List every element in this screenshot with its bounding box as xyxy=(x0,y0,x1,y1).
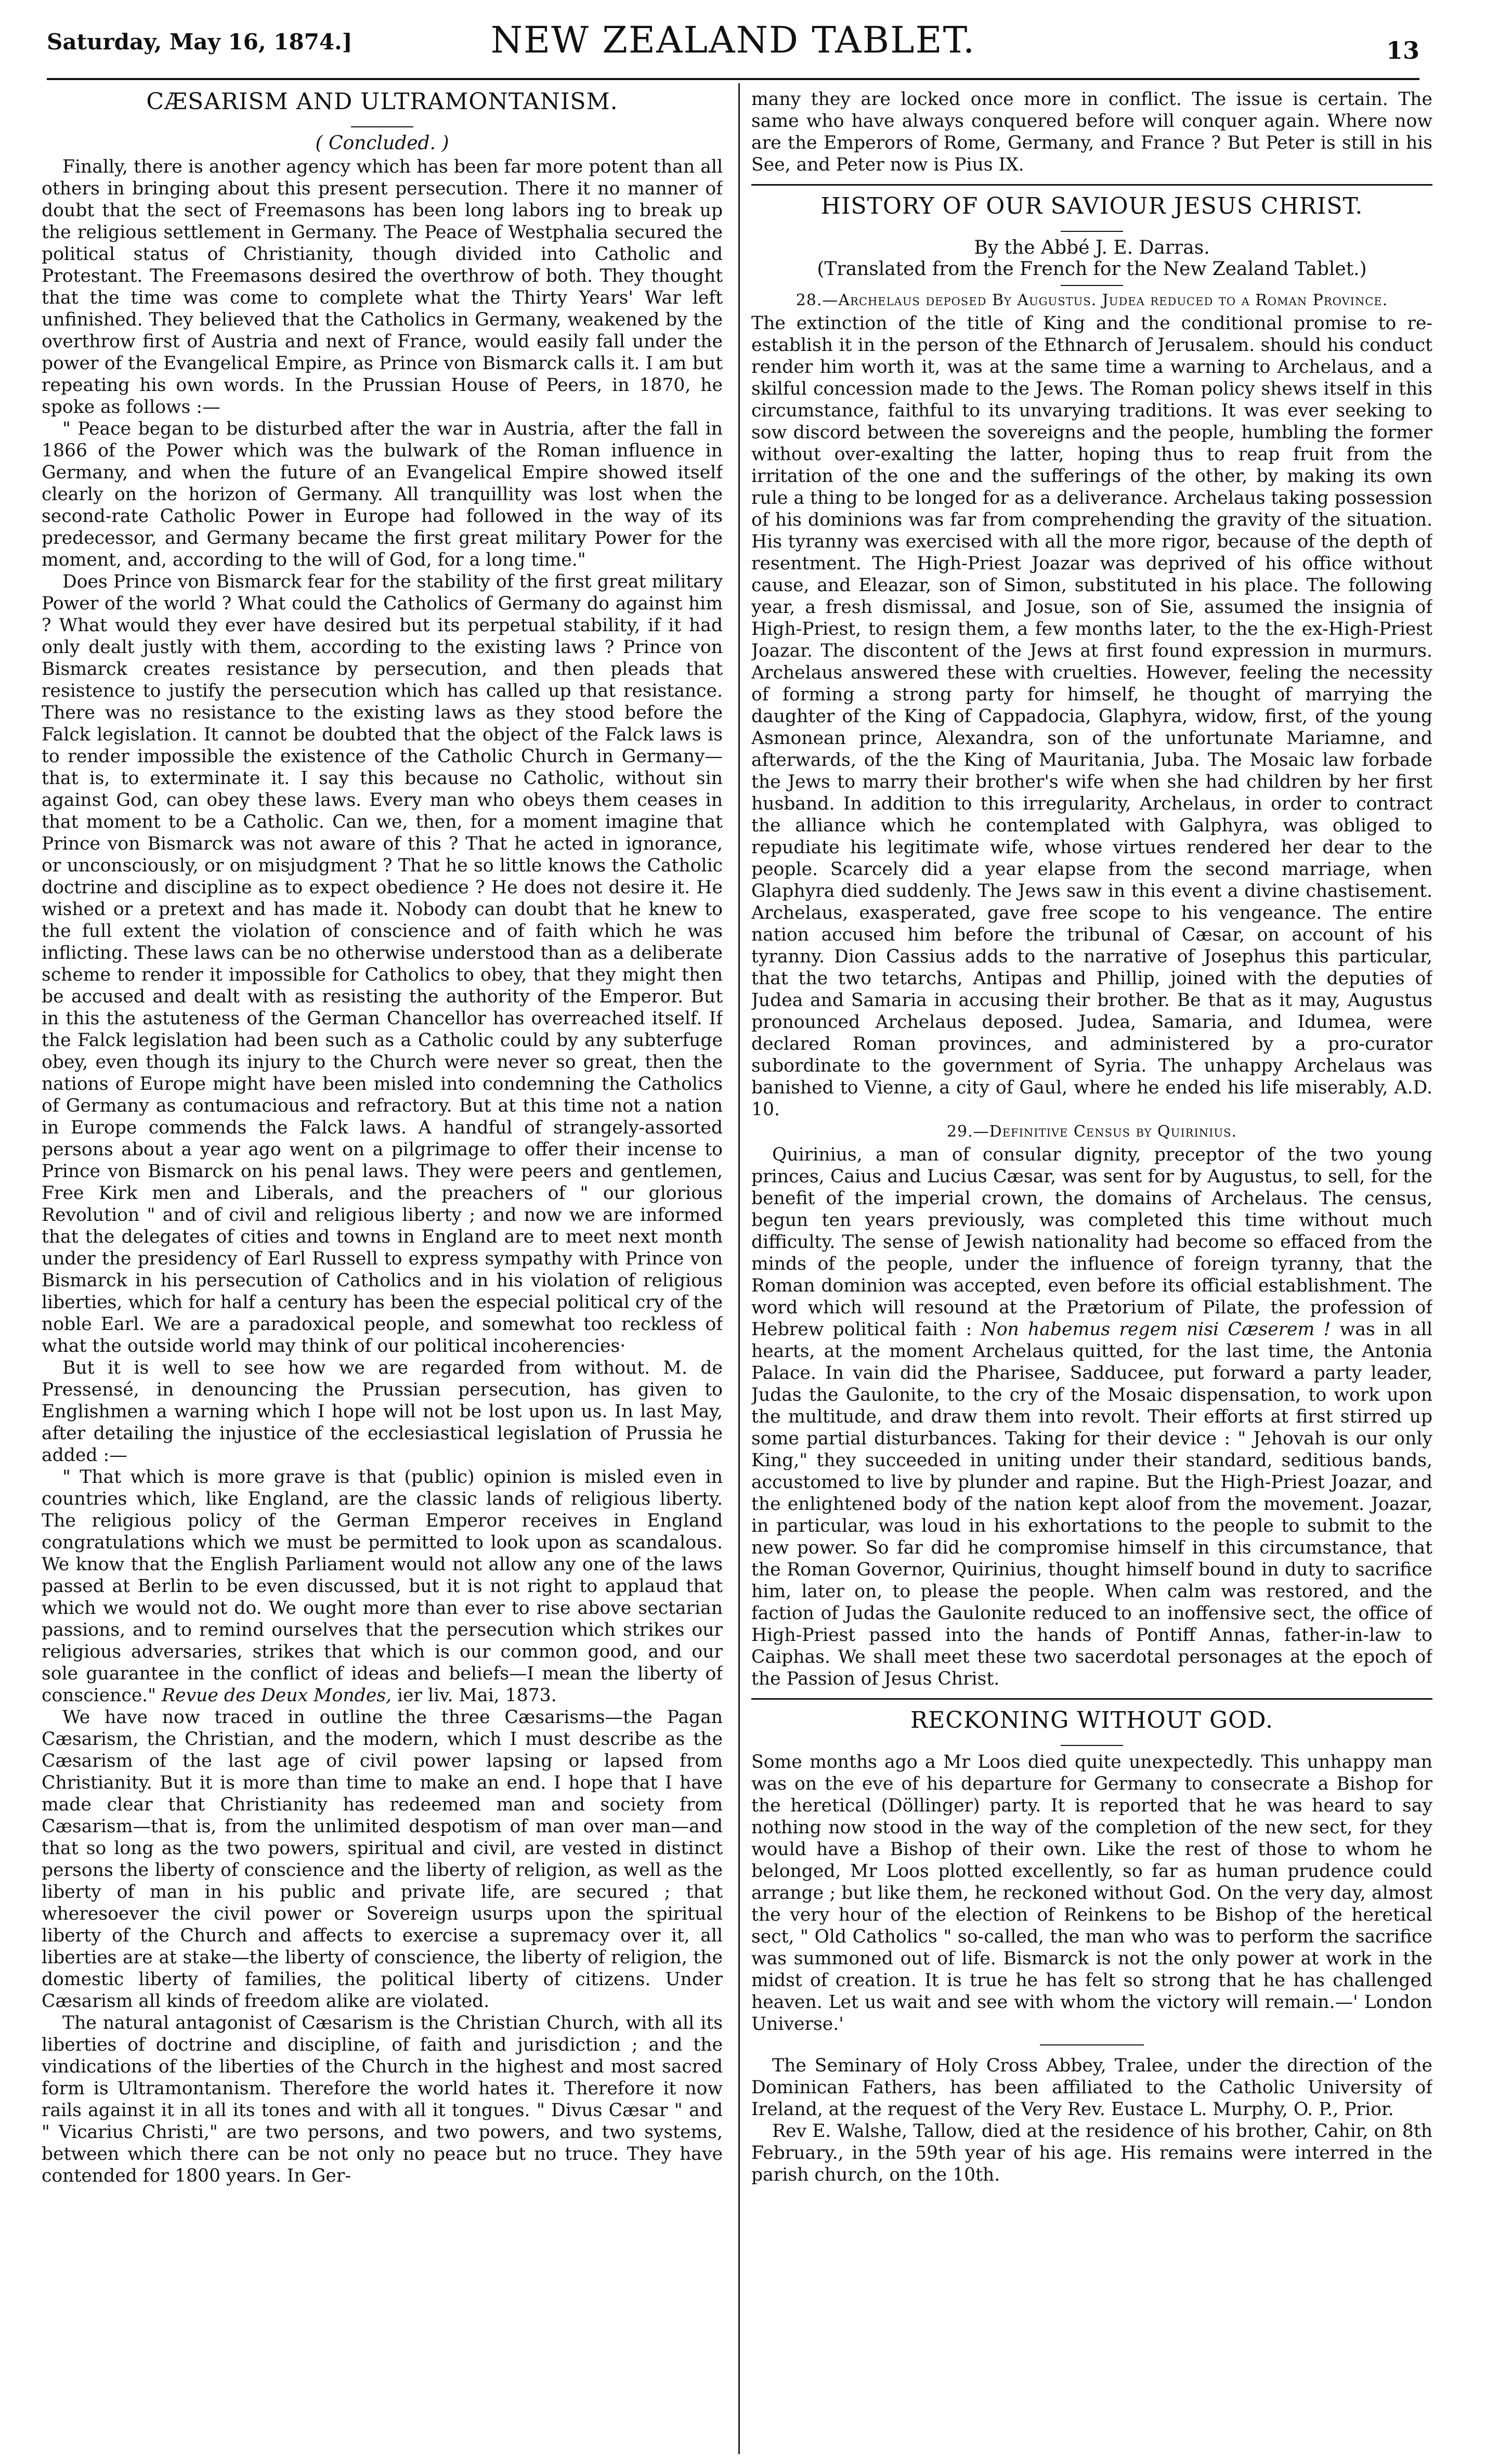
citation-source: Revue des Deux Mondes, xyxy=(162,1685,392,1706)
article-title-caesarism: CÆSARISM AND ULTRAMONTANISM. xyxy=(146,88,618,115)
byline: By the Abbé J. E. Darras. xyxy=(974,237,1210,258)
quote-paragraph xyxy=(42,1466,723,1706)
quote-text: " That which is more grave is that (public) opinion is misled even in countries which, like England, are the classic lands of religious liberty. The religious policy of the German Emperor receives in England congratulations which we must be permitted to look upon as scandalous. We know that the English Parliament would not allow any one of the laws passed at Berlin to be even discussed, but it is not right to applaud that which we would not do. We ought more than ever to rise above sectarian passions, and to remind ourselves that the persecution which strikes our religious adversaries, strikes that which is our common good, and our sole guarantee in the conflict of ideas and beliefs—I mean the liberty of conscience." xyxy=(42,1467,723,1706)
masthead-rule xyxy=(47,78,1419,80)
notice-paragraph: Rev E. Walshe, Tallow, died at the residence of his brother, Cahir, on 8th February., in the 59th year of his age. His remains were interred in the parish church, on the 10th. xyxy=(751,2121,1432,2185)
translation-note: (Translated from the French for the New Zealand Tablet.) xyxy=(817,258,1367,280)
paragraph: Finally, there is another agency which has been far more potent than all others in bringing about this present persecution. There it no manner of doubt that the sect of Freemasons has been long labors ing to break up the religious settlement in Germany. The Peace of Westphalia secured the political status of Christianity, though divided into Catholic and Protestant. The Freemasons desired the overthrow of both. They thought that the time was come to complete what the Thirty Years' War left unfinished. They believed that the Catholics in Germany, weakened by the overthrow first of Austria and next of France, would easily fall under the power of the Evangelical Empire, as Prince von Bismarck calls it. I am but repeating his own words. In the Prussian House of Peers, in 1870, he spoke as follows :— xyxy=(42,157,723,418)
masthead xyxy=(47,16,1419,73)
left-column xyxy=(42,88,723,2449)
citation-date: ier liv. Mai, 1873. xyxy=(397,1685,557,1706)
text-run: Quirinius, a man of consular dignity, preceptor of the two young princes, Caius and Lucius Cæsar, was sent for by Augustus, to sell, for the benefit of the imperial crown, the domains of Archelaus. The census, begun ten years previously, was completed this time without much difficulty. The sense of Jewish nationality had become so effaced from the minds of the people, under the influence of foreign tyranny, that the Roman dominion was accepted, even before its official establishment. The word which will resound at the Prætorium of Pilate, the profession of Hebrew political faith : xyxy=(751,1144,1432,1340)
page-number: 13 xyxy=(1386,36,1419,64)
title-rule xyxy=(351,126,413,127)
issue-date: Saturday, May 16, 1874.] xyxy=(47,29,353,55)
title-rule xyxy=(1061,285,1123,286)
separator-rule xyxy=(1040,2044,1144,2045)
section-rule xyxy=(751,184,1432,186)
paragraph: Some months ago a Mr Loos died quite unexpectedly. This unhappy man was on the eve of his departure for Germany to consecrate a Bishop for the heretical (Döllinger) party. It is reported that he was heard to say nothing now stood in the way of the completion of the new sect, for they would have a Bishop of their own. Like the rest of those to whom he belonged, Mr Loos plotted excellently, so far as human prudence could arrange ; but like them, he reckoned without God. On the very day, almost the very hour of the election of Reinkens to be Bishop of the heretical sect, " Old Catholics " so-called, the man who was to perform the sacrifice was summoned out of life. Bismarck is not the only power at work in the midst of creation. It is true he has felt so strong that he has challenged heaven. Let us wait and see with whom the victory will remain.—' London Universe.' xyxy=(751,1752,1432,2035)
section-rule xyxy=(751,1698,1432,1700)
quote-paragraph: " Peace began to be disturbed after the war in Austria, after the fall in 1866 of the Power which was the bulwark of the Roman influence in Germany, and when the future of an Evangelical Empire showed itself clearly on the horizon of Germany. All tranquillity was lost when the second-rate Catholic Power in Europe had followed in the way of its predecessor, and Germany became the first great military Power for the moment, and, according to the will of God, for a long time." xyxy=(42,419,723,570)
notice-paragraph: The Seminary of Holy Cross Abbey, Tralee, under the direction of the Dominican Fathers, has been affiliated to the Catholic University of Ireland, at the request of the Very Rev. Eustace L. Murphy, O. P., Prior. xyxy=(751,2055,1432,2120)
paragraph: The natural antagonist of Cæsarism is the Christian Church, with all its liberties of doctrine and discipline, of faith and jurisdiction ; and the vindications of the liberties of the Church in the highest and most sacred form is Ultramontanism. Therefore the world hates it. Therefore it now rails against it in all its tones and with all it tongues. " Divus Cæsar " and " Vicarius Christi," are two persons, and two powers, and two systems, between which there can be not only no peace but no truce. They have contended for 1800 years. In Ger- xyxy=(42,2013,723,2186)
section-heading-28: 28.—Archelaus deposed By Augustus. Judea reduced to a Roman Province. xyxy=(796,291,1388,309)
right-column xyxy=(751,88,1432,2449)
latin-quote: Non habemus regem nisi Cæserem ! xyxy=(981,1319,1331,1340)
newspaper-title: NEW ZEALAND TABLET. xyxy=(490,19,976,61)
paragraph: We have now traced in outline the three Cæsarisms—the Pagan Cæsarism, the Christian, and the modern, which I must describe as the Cæsarism of the last age of civil power lapsing or lapsed from Christianity. But it is more than time to make an end. I hope that I have made clear that Christianity has redeemed man and society from Cæsarism—that is, from the unlimited despotism of man over man—and that so long as the two powers, spiritual and civil, are vested in distinct persons the liberty of conscience and the liberty of religion, as well as the liberty of man in his public and private life, are secured ; that wheresoever the civil power or Sovereign usurps upon the spiritual liberty of the Church and affects to exercise a supremacy over it, all liberties are at stake—the liberty of conscience, the liberty of religion, the domestic liberty of families, the political liberty of citizens. Under Cæsarism all kinds of freedom alike are violated. xyxy=(42,1707,723,2012)
paragraph xyxy=(751,1144,1432,1690)
column-divider xyxy=(738,83,740,2454)
article-subtitle: ( Concluded. ) xyxy=(315,133,449,154)
paragraph: But it is well to see how we are regarded from without. M. de Pressensé, in denouncing the Prussian persecution, has given to Englishmen a warning which I hope will not be lost upon us. In last May, after detailing the injustice of the ecclesiastical legislation of Prussia he added :— xyxy=(42,1358,723,1466)
title-rule xyxy=(1061,231,1123,232)
paragraph: The extinction of the title of King and the conditional promise to re-establish it in the person of the Ethnarch of Jerusalem. should his conduct render him worth it, was at the same time a warning to Archelaus, and a skilful concession made to the Jews. The Roman policy shews itself in this circumstance, faithful to its unvarying traditions. It was ever seeking to sow discord between the sovereigns and the people, humbling the former without over-exalting the latter, hoping thus to reap fruit from the irritation of the one and the sufferings of the other, by making its own rule a thing to be longed for as a deliverance. Archelaus taking possession of his dominions was far from comprehending the gravity of the situation. His tyranny was exercised with all the more rigor, because of the depth of resentment. The High-Priest Joazar was deprived of his office without cause, and Eleazar, son of Simon, substituted in his place. The following year, a fresh dismissal, and Josue, son of Sie, assumed the insignia of High-Priest, to resign them, a few months later, to the the ex-High-Priest Joazar. The discontent of the Jews at first found expression in murmurs. Archelaus answered these with cruelties. However, feeling the necessity of forming a strong party for himself, he thought of marrying the daughter of the King of Cappadocia, Glaphyra, widow, first, of the young Asmonean prince, Alexandra, son of the unfortunate Mariamne, and afterwards, of the the King of Mauritania, Juba. The Mosaic law forbade the Jews to marry their brother's wife when she had children by her first husband. In addition to this irregularity, Archelaus, in order to contract the alliance which he contemplated with Galphyra, was obliged to repudiate his legitimate wife, whose virtues rendered her dear to the people. Scarcely did a year elapse from the second marriage, when Glaphyra died suddenly. The Jews saw in this event a divine chastisement. Archelaus, exasperated, gave free scope to his vengeance. The entire nation accused him before the tribunal of Cæsar, on account of his tyranny. Dion Cassius adds to the narrative of Josephus this particular, that the two tetarchs, Antipas and Phillip, joined with the deputies of Judea and Samaria in accusing their brother. Be that as it may, Augustus pronounced Archelaus deposed. Judea, Samaria, and Idumea, were declared Roman provinces, and administered by a pro-curator subordinate to the government of Syria. The unhappy Archelaus was banished to Vienne, a city of Gaul, where he ended his life miserably, A.D. 10. xyxy=(751,313,1432,1120)
section-heading-29: 29.—Definitive Census by Quirinius. xyxy=(946,1123,1237,1141)
continuation-paragraph: many they are locked once more in conflict. The issue is certain. The same who have always conquered before will conquer again. Where now are the Emperors of Rome, Germany, and France ? But Peter is still in his See, and Peter now is Pius IX. xyxy=(751,89,1432,175)
article-title-history: HISTORY OF OUR SAVIOUR JESUS CHRIST. xyxy=(820,193,1363,219)
text-run: was in all hearts, at the moment Archelaus quitted, for the last time, the Antonia Palace. In vain did the Pharisee, Sadducee, put forward a party leader, Judas the Gaulonite, to the cry of the Mosaic dispensation, to work upon the multitude, and draw them into revolt. Their efforts at first stirred up some partial disturbances. Taking for their device : " Jehovah is our only King," they succeeded in uniting under their standard, seditious bands, accustomed to live by plunder and rapine. But the High-Priest Joazar, and the enlightened body of the nation kept aloof from the movement. Joazar, in particular, was loud in his exhortations to the people to submit to the new power. So far did he compromise himself in this circumstance, that the Roman Governor, Quirinius, thought himself bound in duty to sacrifice him, later on, to please the people. When calm was restored, and the faction of Judas the Gaulonite reduced to an inoffensive sect, the office of High-Priest passed into the hands of Pontiff Annas, father-in-law to Caiphas. We shall meet these two sacerdotal personages at the epoch of the Passion of Jesus Christ. xyxy=(751,1319,1432,1689)
paragraph: Does Prince von Bismarck fear for the stability of the first great military Power of the world ? What could the Catholics of Germany do against him ? What would they ever have desired but its perpetual stability, if it had only dealt justly with them, according to the existing laws ? Prince von Bismarck creates resistance by persecution, and then pleads that resistence to justify the persecution which has called up that resistance. There was no resistance to the existing laws as they stood before the Falck legislation. It cannot be doubted that the object of the Falck laws is to render impossible the existence of the Catholic Church in Germany—that is, to exterminate it. I say this because no Catholic, without sin against God, can obey these laws. Every man who obeys them ceases in that moment to be a Catholic. Can we, then, for a moment imagine that Prince von Bismarck was not aware of this ? That he acted in ignorance, or unconsciously, or on misjudgment ? That he so little knows the Catholic doctrine and discipline as to expect obedience ? He does not desire it. He wished or a pretext and has made it. Nobody can doubt that he knew to the full extent the violation of conscience and of faith which he was inflicting. These laws can be no otherwise understood than as a deliberate scheme to render it impossible for Catholics to obey, that they might then be accused and dealt with as resisting the authority of the Emperor. But in this the astuteness of the German Chancellor has overreached itself. If the Falck legislation had been such as a Catholic could by any subterfuge obey, even though its injury to the Church were never so great, then the nations of Europe might have been misled into condemning the Catholics of Germany as contumacious and refractory. But at this time not a nation in Europe commends the Falck laws. A handful of strangely-assorted persons about a year ago went on a pilgrimage to offer their incense to Prince von Bismarck on his penal laws. They were peers and gentlemen, Free Kirk men and Liberals, and the preachers of " our glorious Revolution " and of civil and religious liberty ; and now we are informed that the delegates of cities and towns in England are to meet next month under the presidency of Earl Russell to express sympathy with Prince von Bismarck in his persecution of Catholics and in his violation of religious liberties, which for half a century has been the especial political cry of the noble Earl. We are a paradoxical people, and somewhat too reckless of what the outside world may think of our political incoherencies· xyxy=(42,571,723,1357)
article-title-reckoning: RECKONING WITHOUT GOD. xyxy=(910,1707,1273,1733)
title-rule xyxy=(1061,1745,1123,1746)
